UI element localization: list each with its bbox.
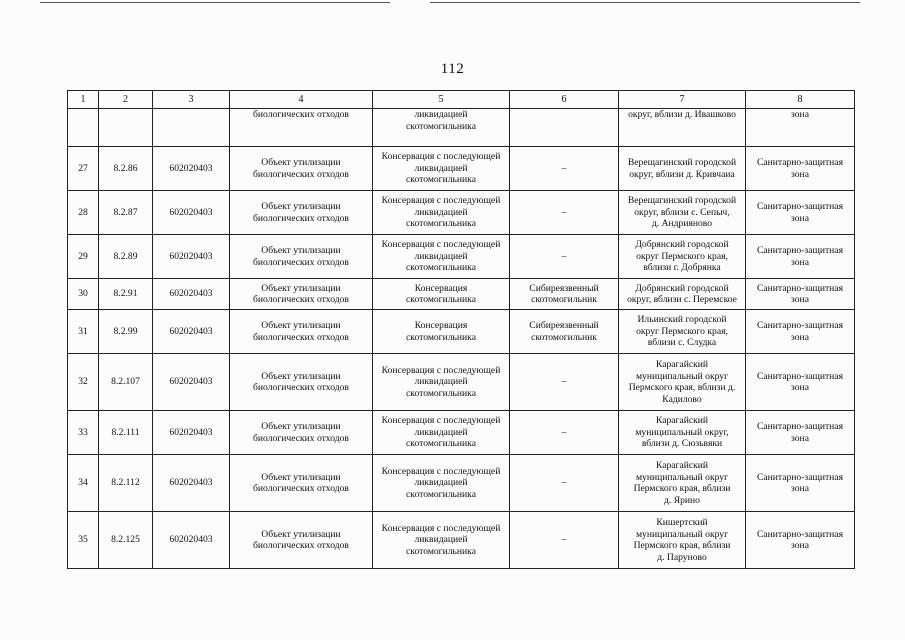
cell-zone: Санитарно-защитная зона bbox=[746, 354, 855, 411]
cell-zone: зона bbox=[746, 109, 855, 147]
cell-measure: ликвидацией скотомогильника bbox=[373, 109, 510, 147]
cell-num: 32 bbox=[68, 354, 99, 411]
table-row bbox=[68, 235, 855, 279]
cell-location: Верещагинский городской округ, вблизи с. Сепыч, д. Андрияново bbox=[619, 191, 746, 235]
cell-zone: Санитарно-защитная зона bbox=[746, 411, 855, 455]
header-col-7: 7 bbox=[619, 91, 746, 109]
cell-location: Кишертский муниципальный округ Пермского края, вблизи д. Паруново bbox=[619, 512, 746, 569]
cell-object: Объект утилизации биологических отходов bbox=[230, 455, 373, 512]
cell-fkko bbox=[153, 109, 230, 147]
cell-measure: Консервация с последующей ликвидацией скотомогильника bbox=[373, 455, 510, 512]
cell-fkko: 602020403 bbox=[153, 147, 230, 191]
page-number: 112 bbox=[440, 61, 465, 77]
table-row bbox=[68, 310, 855, 354]
cell-type bbox=[510, 109, 619, 147]
cell-measure: Консервация скотомогильника bbox=[373, 310, 510, 354]
cell-fkko: 602020403 bbox=[153, 455, 230, 512]
cell-location: Карагайский муниципальный округ Пермского края, вблизи д. Ярино bbox=[619, 455, 746, 512]
table-row bbox=[68, 147, 855, 191]
cell-type: – bbox=[510, 411, 619, 455]
cell-code: 8.2.91 bbox=[99, 279, 153, 310]
cell-measure: Консервация с последующей ликвидацией скотомогильника bbox=[373, 354, 510, 411]
cell-code: 8.2.99 bbox=[99, 310, 153, 354]
cell-zone: Санитарно-защитная зона bbox=[746, 191, 855, 235]
cell-object: Объект утилизации биологических отходов bbox=[230, 512, 373, 569]
registry-table bbox=[67, 90, 855, 569]
cell-type: – bbox=[510, 235, 619, 279]
cell-object: Объект утилизации биологических отходов bbox=[230, 235, 373, 279]
table-row bbox=[68, 354, 855, 411]
cell-location: Карагайский муниципальный округ, вблизи д. Сюзьвяки bbox=[619, 411, 746, 455]
header-col-1: 1 bbox=[68, 91, 99, 109]
table-row bbox=[68, 512, 855, 569]
cell-object: Объект утилизации биологических отходов bbox=[230, 354, 373, 411]
cell-code: 8.2.111 bbox=[99, 411, 153, 455]
cell-num: 34 bbox=[68, 455, 99, 512]
cell-fkko: 602020403 bbox=[153, 354, 230, 411]
cell-fkko: 602020403 bbox=[153, 512, 230, 569]
header-col-3: 3 bbox=[153, 91, 230, 109]
cell-zone: Санитарно-защитная зона bbox=[746, 310, 855, 354]
cell-num: 28 bbox=[68, 191, 99, 235]
cell-code bbox=[99, 109, 153, 147]
cell-object: Объект утилизации биологических отходов bbox=[230, 411, 373, 455]
table-row bbox=[68, 279, 855, 310]
cell-code: 8.2.112 bbox=[99, 455, 153, 512]
cell-measure: Консервация с последующей ликвидацией скотомогильника bbox=[373, 235, 510, 279]
cell-fkko: 602020403 bbox=[153, 411, 230, 455]
cell-code: 8.2.125 bbox=[99, 512, 153, 569]
cell-measure: Консервация с последующей ликвидацией скотомогильника bbox=[373, 147, 510, 191]
cell-code: 8.2.87 bbox=[99, 191, 153, 235]
table-row bbox=[68, 191, 855, 235]
cell-type: – bbox=[510, 147, 619, 191]
cell-measure: Консервация с последующей ликвидацией скотомогильника bbox=[373, 411, 510, 455]
cell-measure: Консервация скотомогильника bbox=[373, 279, 510, 310]
cell-code: 8.2.86 bbox=[99, 147, 153, 191]
cell-type: – bbox=[510, 354, 619, 411]
cell-zone: Санитарно-защитная зона bbox=[746, 455, 855, 512]
cell-num: 35 bbox=[68, 512, 99, 569]
cell-code: 8.2.107 bbox=[99, 354, 153, 411]
cell-location: Карагайский муниципальный округ Пермского края, вблизи д. Кадилово bbox=[619, 354, 746, 411]
cell-location: Добрянский городской округ, вблизи с. Перемское bbox=[619, 279, 746, 310]
header-col-6: 6 bbox=[510, 91, 619, 109]
cell-object: биологических отходов bbox=[230, 109, 373, 147]
cell-fkko: 602020403 bbox=[153, 235, 230, 279]
top-rule-right bbox=[430, 2, 860, 3]
cell-zone: Санитарно-защитная зона bbox=[746, 235, 855, 279]
cell-zone: Санитарно-защитная зона bbox=[746, 512, 855, 569]
table-row bbox=[68, 411, 855, 455]
cell-type: – bbox=[510, 512, 619, 569]
cell-fkko: 602020403 bbox=[153, 279, 230, 310]
cell-num bbox=[68, 109, 99, 147]
cell-zone: Санитарно-защитная зона bbox=[746, 147, 855, 191]
cell-object: Объект утилизации биологических отходов bbox=[230, 310, 373, 354]
cell-object: Объект утилизации биологических отходов bbox=[230, 279, 373, 310]
header-col-5: 5 bbox=[373, 91, 510, 109]
cell-measure: Консервация с последующей ликвидацией скотомогильника bbox=[373, 512, 510, 569]
cell-location: Добрянский городской округ Пермского края, вблизи г. Добрянка bbox=[619, 235, 746, 279]
cell-num: 29 bbox=[68, 235, 99, 279]
cell-num: 31 bbox=[68, 310, 99, 354]
header-col-4: 4 bbox=[230, 91, 373, 109]
table-row bbox=[68, 455, 855, 512]
cell-type: – bbox=[510, 455, 619, 512]
continuation-row bbox=[68, 109, 855, 147]
cell-location: округ, вблизи д. Ивашково bbox=[619, 109, 746, 147]
cell-type: – bbox=[510, 191, 619, 235]
header-col-8: 8 bbox=[746, 91, 855, 109]
header-row bbox=[68, 91, 855, 109]
cell-type: Сибиреязвенный скотомогильник bbox=[510, 310, 619, 354]
top-rule-left bbox=[40, 2, 390, 3]
cell-num: 27 bbox=[68, 147, 99, 191]
header-col-2: 2 bbox=[99, 91, 153, 109]
cell-type: Сибиреязвенный скотомогильник bbox=[510, 279, 619, 310]
cell-location: Верещагинский городской округ, вблизи д. Кривчаиа bbox=[619, 147, 746, 191]
cell-num: 30 bbox=[68, 279, 99, 310]
cell-location: Ильинский городской округ Пермского края, вблизи с. Слудка bbox=[619, 310, 746, 354]
cell-zone: Санитарно-защитная зона bbox=[746, 279, 855, 310]
cell-num: 33 bbox=[68, 411, 99, 455]
cell-fkko: 602020403 bbox=[153, 191, 230, 235]
cell-code: 8.2.89 bbox=[99, 235, 153, 279]
cell-fkko: 602020403 bbox=[153, 310, 230, 354]
cell-object: Объект утилизации биологических отходов bbox=[230, 191, 373, 235]
cell-measure: Консервация с последующей ликвидацией скотомогильника bbox=[373, 191, 510, 235]
cell-object: Объект утилизации биологических отходов bbox=[230, 147, 373, 191]
